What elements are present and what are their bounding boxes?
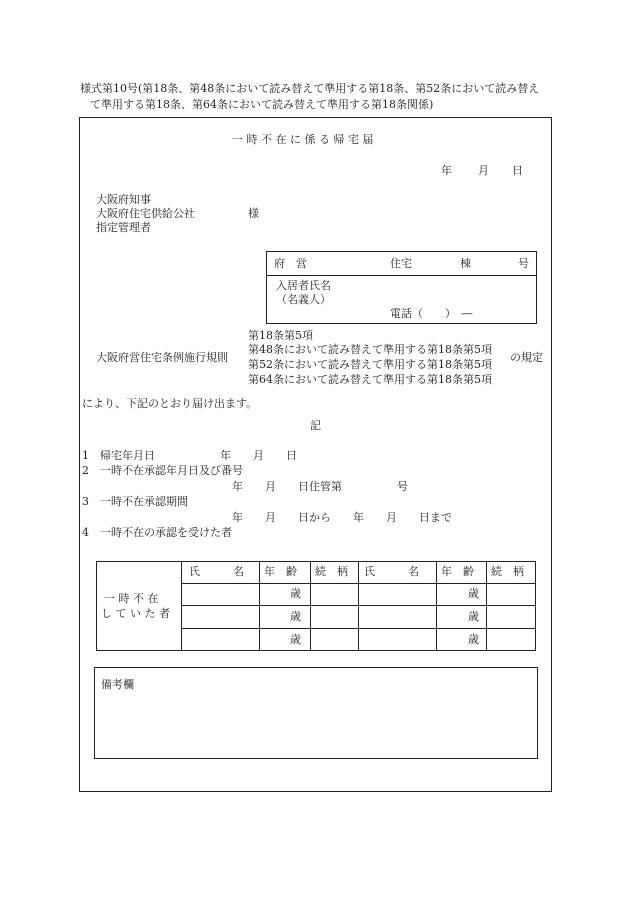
item-4-label: 一時不在の承認を受けた者: [100, 526, 232, 539]
rule-clause-2: 第48条において読み替えて準用する第18条第5項: [248, 343, 492, 356]
age-unit-right-row-2: 歳: [468, 610, 479, 623]
date-year-label: 年: [441, 164, 452, 177]
item-1-date: 年 月 日: [220, 449, 297, 462]
form-number-line-2: て準用する第18条、第64条において読み替えて準用する第18条関係): [90, 98, 434, 111]
tenant-jutaku-label: 住宅: [390, 257, 412, 270]
age-unit-left-row-2: 歳: [290, 610, 301, 623]
tenant-fuei-label: 府 営: [274, 257, 307, 270]
rule-regulation-name: 大阪府営住宅条例施行規則: [96, 351, 228, 364]
age-unit-right-row-1: 歳: [468, 587, 479, 600]
addressee-honorific: 様: [248, 207, 259, 220]
item-3-date: 年 月 日から 年 月 日まで: [232, 511, 452, 524]
age-unit-right-row-3: 歳: [468, 633, 479, 646]
header-name-left: 氏 名: [189, 565, 244, 578]
item-4-number: 4: [82, 526, 89, 539]
form-title: 一 時 不 在 に 係 る 帰 宅 届: [232, 133, 374, 146]
person-table-col-line-6: [486, 561, 487, 651]
age-unit-left-row-1: 歳: [290, 587, 301, 600]
tenant-box-divider: [266, 275, 537, 276]
rule-continuation: により、下記のとおり届け出ます。: [82, 397, 258, 410]
header-relation-right: 続 柄: [491, 565, 524, 578]
item-1-label: 帰宅年月日: [100, 449, 155, 462]
header-age-right: 年 齢: [441, 565, 474, 578]
rule-suffix: の規定: [510, 351, 543, 364]
age-unit-left-row-3: 歳: [290, 633, 301, 646]
date-month-label: 月: [478, 164, 489, 177]
person-table-col-line-3: [310, 561, 311, 651]
person-table-col-line-1: [181, 561, 182, 651]
tenant-name-label: 入居者氏名: [276, 279, 331, 292]
header-relation-left: 続 柄: [315, 565, 348, 578]
addressee-housing-corp: 大阪府住宅供給公社: [96, 207, 195, 220]
addressee-manager: 指定管理者: [96, 221, 151, 234]
rule-clause-4: 第64条において読み替えて準用する第18条第5項: [248, 373, 492, 386]
tenant-gou-label: 号: [518, 257, 529, 270]
item-3-number: 3: [82, 495, 89, 508]
form-number-line-1: 様式第10号(第18条、第48条において読み替えて準用する第18条、第52条において読み替え: [80, 82, 540, 95]
item-2-date: 年 月 日住管第 号: [232, 480, 408, 493]
remarks-box: [94, 667, 538, 759]
rule-clause-1: 第18条第5項: [248, 329, 313, 342]
item-2-number: 2: [82, 464, 89, 477]
person-table-row-label-2: し て い た 者: [101, 607, 170, 620]
item-1-number: 1: [82, 449, 89, 462]
addressee-governor: 大阪府知事: [96, 193, 151, 206]
tenant-tou-label: 棟: [460, 257, 471, 270]
date-day-label: 日: [512, 164, 523, 177]
header-name-right: 氏 名: [364, 565, 419, 578]
item-3-label: 一時不在承認期間: [100, 495, 188, 508]
header-age-left: 年 齢: [264, 565, 297, 578]
person-table-col-line-2: [259, 561, 260, 651]
tenant-nominee-label: （名義人）: [276, 293, 331, 306]
tenant-phone-label: 電話（ ） ―: [390, 307, 473, 320]
person-table-col-line-4: [358, 561, 359, 651]
item-2-label: 一時不在承認年月日及び番号: [100, 464, 243, 477]
remarks-label: 備考欄: [101, 678, 134, 691]
person-table-col-line-5: [436, 561, 437, 651]
person-table-row-label-1: 一 時 不 在: [104, 592, 159, 605]
ki-heading: 記: [310, 419, 321, 432]
rule-clause-3: 第52条において読み替えて準用する第18条第5項: [248, 358, 492, 371]
